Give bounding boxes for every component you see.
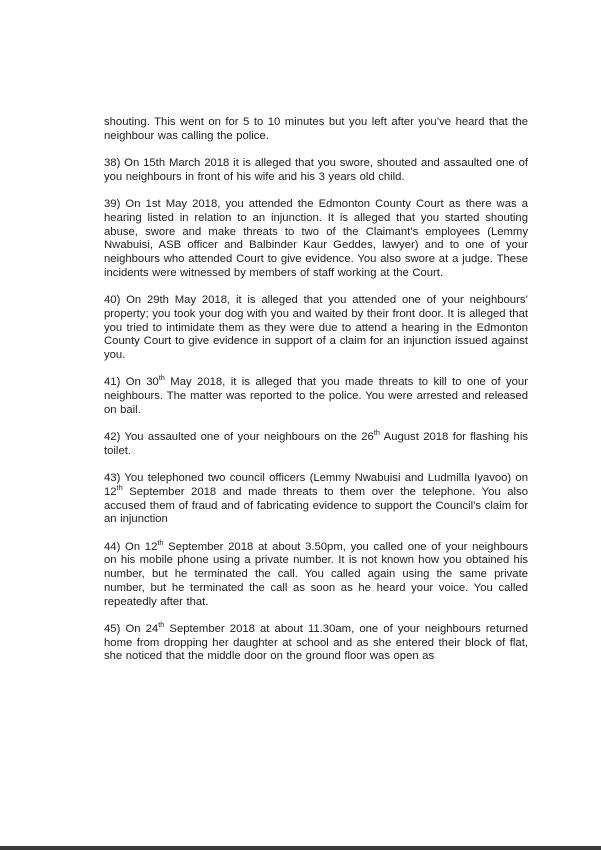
ordinal-superscript: th bbox=[158, 373, 165, 383]
ordinal-superscript: th bbox=[157, 537, 164, 547]
paragraph-text: August 2018 for flashing his toilet. bbox=[104, 431, 528, 457]
paragraph-text: September 2018 at about 11.30am, one of your neighbours returned home from dropping her daughter at school and as she entered their block of flat, she noticed that the middle door on the ground floor was open as bbox=[104, 622, 528, 663]
ordinal-superscript: th bbox=[116, 483, 123, 493]
paragraph-text: September 2018 at about 3.50pm, you called one of your neighbours on his mobile phone using a private number. It is not known how you obtained his number, but he terminated the call. You called again using the same private number, but he terminated the call as soon as he heard your voice. You called repeatedly after that. bbox=[104, 540, 528, 608]
paragraph bbox=[104, 198, 528, 280]
paragraph bbox=[104, 428, 528, 458]
paragraph-text: September 2018 and made threats to them over the telephone. You also accused them of fraud and of fabricating evidence to support the Council’s claim for an injunction bbox=[104, 485, 528, 526]
paragraph-text: 45) On 24 bbox=[104, 622, 159, 635]
paragraph-text: 40) On 29th May 2018, it is alleged that you attended one of your neighbours’ property; you took your dog with you and waited by their front door. It is alleged that you tried to intimidate them as they were due to attend a hearing in the Edmonton County Court to give evidence in support of a claim for an injunction issued against you. bbox=[104, 294, 528, 361]
page-bottom-edge-bar bbox=[0, 846, 601, 850]
paragraph bbox=[104, 373, 528, 417]
paragraph-text: 39) On 1st May 2018, you attended the Edmonton County Court as there was a hearing listed in relation to an injunction. It is alleged that you started shouting abuse, swore and make threats to two of the Claimant’s employees (Lemmy Nwabuisi, ASB officer and Balbinder Kaur Geddes, lawyer) and to one of your neighbours who attended Court to give evidence. You also swore at a judge. These incidents were witnessed by members of staff working at the Court. bbox=[104, 198, 528, 279]
paragraph-text: 43) You telephoned two council officers (Lemmy Nwabuisi and Ludmilla Iyavoo) on 12 bbox=[104, 472, 528, 498]
ordinal-superscript: th bbox=[158, 620, 165, 630]
paragraph-text: shouting. This went on for 5 to 10 minutes but you left after you’ve heard that the neighbour was calling the police. bbox=[104, 116, 528, 142]
paragraph-text: 41) On 30 bbox=[104, 376, 159, 389]
paragraph bbox=[104, 620, 528, 664]
paragraph bbox=[104, 537, 528, 610]
document-content bbox=[104, 116, 528, 664]
paragraph-text: 44) On 12 bbox=[104, 540, 158, 553]
paragraph bbox=[104, 116, 528, 143]
paragraph bbox=[104, 157, 528, 184]
paragraph bbox=[104, 294, 528, 363]
paragraph bbox=[104, 472, 528, 527]
paragraph-text: 42) You assaulted one of your neighbours on the 26 bbox=[104, 431, 374, 444]
paragraph-text: May 2018, it is alleged that you made threats to kill to one of your neighbours. The matter was reported to the police. You were arrested and released on bail. bbox=[104, 376, 528, 416]
paragraph-text: 38) On 15th March 2018 it is alleged that you swore, shouted and assaulted one of you neighbours in front of his wife and his 3 years old child. bbox=[104, 157, 528, 183]
ordinal-superscript: th bbox=[373, 428, 380, 438]
